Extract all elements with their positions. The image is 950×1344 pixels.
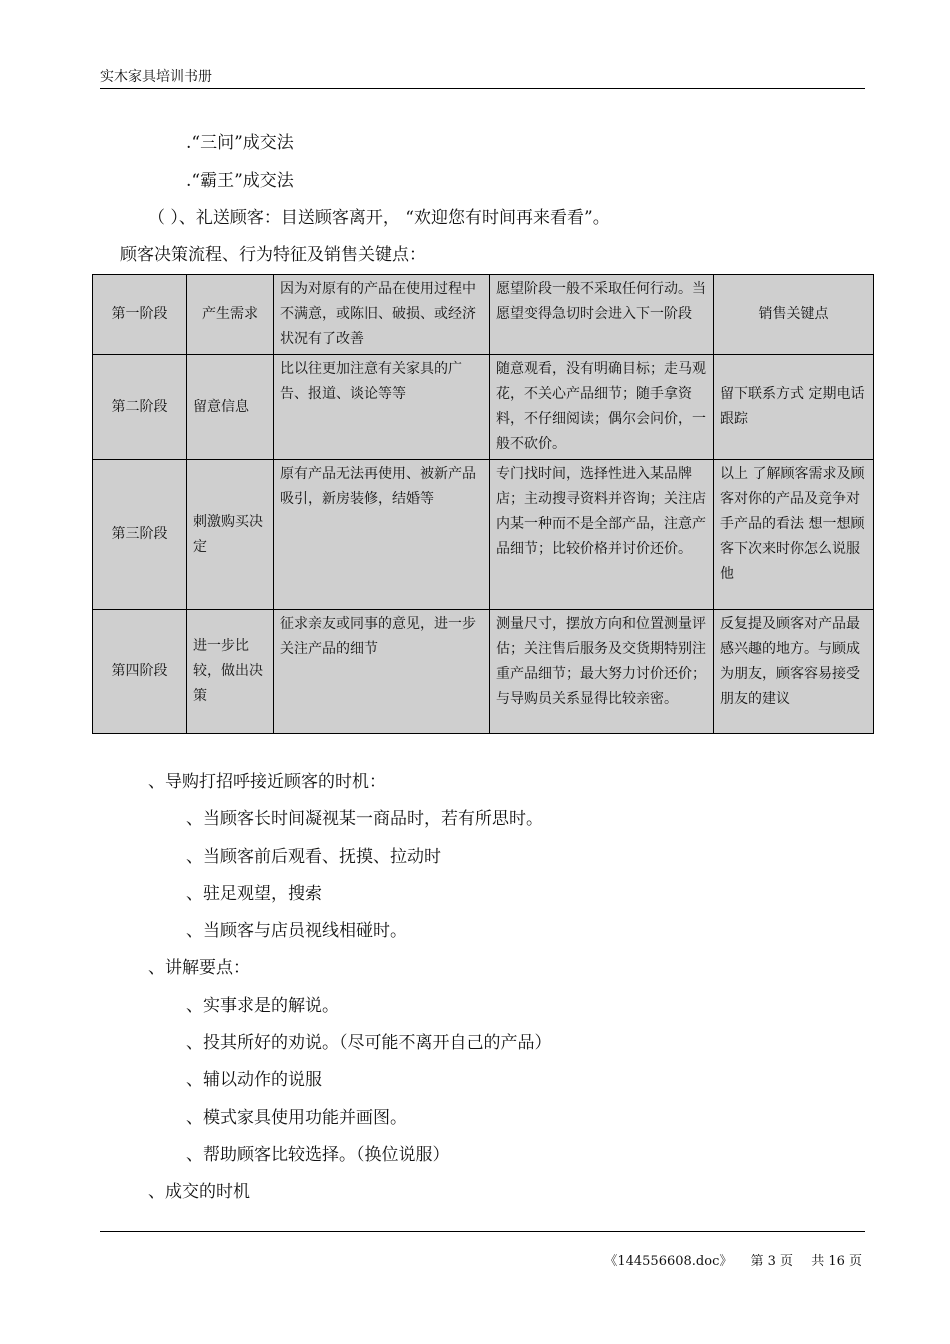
list-item: 、辅以动作的说服 <box>186 1070 322 1090</box>
section-heading: 、讲解要点： <box>148 958 250 978</box>
feature-cell: 测量尺寸，摆放方向和位置测量评估；关注售后服务及交货期特别注重产品细节；最大努力讨价还价；与导购员关系显得比较亲密。 <box>490 610 714 734</box>
footer-total-pages: 共 16 页 <box>811 1254 862 1269</box>
page-header <box>100 64 865 89</box>
stage-cell: 第一阶段 <box>93 275 187 355</box>
table-row <box>93 355 874 460</box>
behavior-cell: 原有产品无法再使用、被新产品吸引，新房装修，结婚等 <box>274 460 490 610</box>
behavior-cell: 征求亲友或同事的意见，进一步关注产品的细节 <box>274 610 490 734</box>
decision-flow-table <box>92 274 874 734</box>
table-caption: 顾客决策流程、行为特征及销售关键点： <box>120 245 426 265</box>
section-heading: 、成交的时机 <box>148 1182 250 1202</box>
key-point-cell: 以上 了解顾客需求及顾客对你的产品及竞争对手产品的看法 想一想顾客下次来时你怎么说服他 <box>714 460 874 610</box>
stage-cell: 第二阶段 <box>93 355 187 460</box>
stage-name-cell: 进一步比较，做出决策 <box>187 610 274 734</box>
page-footer <box>590 1250 862 1269</box>
list-item: 、模式家具使用功能并画图。 <box>186 1108 407 1128</box>
list-item: 、帮助顾客比较选择。（换位说服） <box>186 1145 450 1165</box>
section-heading: 、导购打招呼接近顾客的时机： <box>148 772 386 792</box>
key-point-cell: 反复提及顾客对产品最感兴趣的地方。与顾成为朋友，顾客容易接受朋友的建议 <box>714 610 874 734</box>
list-item: 、当顾客前后观看、抚摸、拉动时 <box>186 847 441 867</box>
table-row <box>93 275 874 355</box>
table-row <box>93 460 874 610</box>
text-line: .“三问”成交法 <box>186 133 294 153</box>
text-line: （ ）、礼送顾客：目送顾客离开， “欢迎您有时间再来看看”。 <box>148 208 610 228</box>
list-item: 、驻足观望，搜索 <box>186 884 322 904</box>
key-point-cell: 留下联系方式 定期电话跟踪 <box>714 355 874 460</box>
list-item: 、当顾客长时间凝视某一商品时，若有所思时。 <box>186 809 543 829</box>
stage-name-cell: 刺激购买决定 <box>187 460 274 610</box>
list-item: 、投其所好的劝说。（尽可能不离开自己的产品） <box>186 1033 552 1053</box>
behavior-cell: 比以往更加注意有关家具的广告、报道、谈论等等 <box>274 355 490 460</box>
feature-cell: 愿望阶段一般不采取任何行动。当愿望变得急切时会进入下一阶段 <box>490 275 714 355</box>
list-item: 、实事求是的解说。 <box>186 996 339 1016</box>
key-point-cell: 销售关键点 <box>714 275 874 355</box>
behavior-cell: 因为对原有的产品在使用过程中不满意，或陈旧、破损、或经济状况有了改善 <box>274 275 490 355</box>
stage-cell: 第三阶段 <box>93 460 187 610</box>
footer-divider <box>100 1231 865 1232</box>
feature-cell: 随意观看，没有明确目标；走马观花，不关心产品细节；随手拿资料，不仔细阅读；偶尔会问价，一般不砍价。 <box>490 355 714 460</box>
stage-cell: 第四阶段 <box>93 610 187 734</box>
feature-cell: 专门找时间，选择性进入某品牌店；主动搜寻资料并咨询；关注店内某一种而不是全部产品，注意产品细节；比较价格并讨价还价。 <box>490 460 714 610</box>
header-title: 实木家具培训书册 <box>100 69 212 85</box>
table-row <box>93 610 874 734</box>
footer-page-number: 第 3 页 <box>750 1254 794 1269</box>
footer-doc-name: 《144556608.doc》 <box>604 1254 733 1269</box>
stage-name-cell: 产生需求 <box>187 275 274 355</box>
stage-name-cell: 留意信息 <box>187 355 274 460</box>
text-line: .“霸王”成交法 <box>186 171 294 191</box>
list-item: 、当顾客与店员视线相碰时。 <box>186 921 407 941</box>
